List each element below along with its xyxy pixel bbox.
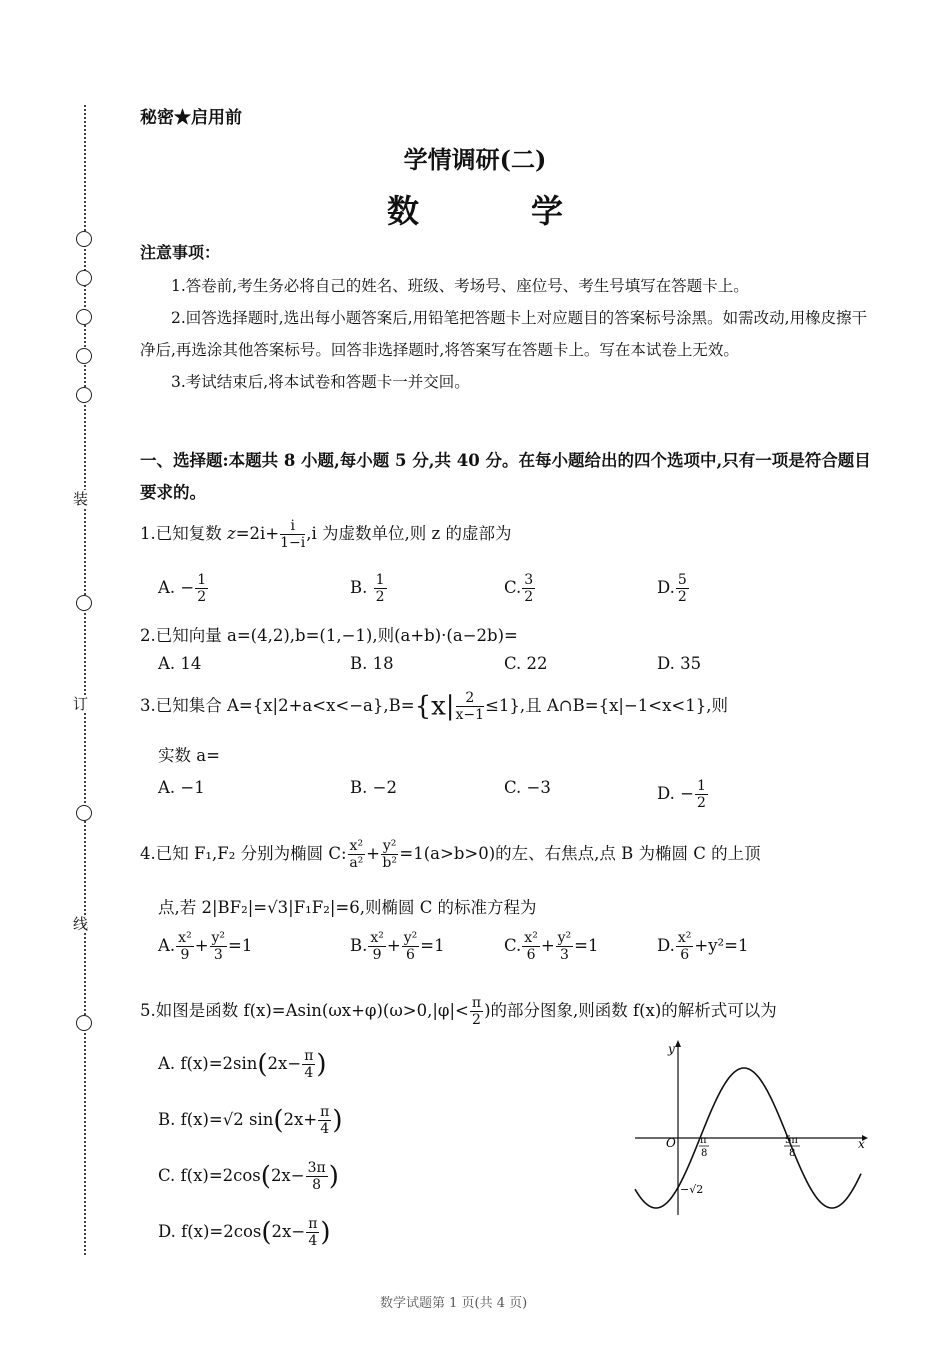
page-footer: 数学试题第 1 页(共 4 页) (380, 1296, 528, 1311)
option-b[interactable]: B. $\frac{1}{2}$ (350, 572, 385, 605)
binding-hole (76, 270, 92, 286)
note-item: 1.答卷前,考生务必将自己的姓名、班级、考场号、座位号、考生号填写在答题卡上。 (171, 277, 749, 295)
binding-hole (76, 231, 92, 247)
option-c[interactable]: C. −3 (504, 778, 551, 797)
question-3-line2: 实数 a= (158, 746, 220, 765)
notes-heading: 注意事项： (140, 243, 221, 262)
binding-line (70, 105, 100, 1255)
binding-hole (76, 309, 92, 325)
option-c[interactable]: C. $\frac{\text{x²}}{6}$ + $\frac{\text{y²}}{3}$ =1 (504, 930, 599, 963)
option-b[interactable]: B. $\frac{\text{x²}}{9}$ + $\frac{\text{y²}}{6}$ =1 (350, 930, 445, 963)
y-tick-neg-sqrt2: −√2 (680, 1183, 704, 1196)
option-d[interactable]: D. $\frac{5}{2}$ (657, 572, 687, 605)
subject-title: 数 学 (386, 192, 603, 230)
option-d[interactable]: D. 35 (657, 654, 702, 673)
fraction: $\frac{i}{1-i}$ (280, 518, 306, 551)
function-graph (630, 1035, 870, 1220)
exam-title: 学情调研(二) (403, 145, 547, 174)
question-1: 1.已知复数 z=2i+ $\frac{i}{1-i}$ ,i 为虚数单位,则 z 的虚部为 (140, 518, 512, 551)
y-axis-label: y (668, 1042, 675, 1056)
binding-mark-zhuang: 装 (73, 490, 89, 508)
option-a[interactable]: A. $\frac{\text{x²}}{9}$ + $\frac{\text{y²}}{3}$ =1 (158, 930, 253, 963)
option-c[interactable]: C. 22 (504, 654, 548, 673)
note-item: 2.回答选择题时,选出每小题答案后,用铅笔把答题卡上对应题目的答案标号涂黑。如需改动,用橡皮擦干净后,再选涂其他答案标号。回答非选择题时,将答案写在答题卡上。写在本试卷上无效。 (140, 309, 868, 359)
tick-pi-8-den: 8 (701, 1148, 708, 1159)
binding-hole (76, 595, 92, 611)
question-3: 3.已知集合 A={x|2+a<x<−a},B={x| $\frac{2}{x-1}$ ≤1},且 A∩B={x|−1<x<1},则 (140, 690, 728, 723)
question-2: 2.已知向量 a=(4,2),b=(1,−1),则(a+b)·(a−2b)= (140, 626, 518, 645)
confidential-label: 秘密★启用前 (140, 108, 242, 128)
binding-mark-ding: 订 (73, 695, 89, 713)
option-d[interactable]: D. $\frac{\text{x²}}{6}$ +y²=1 (657, 930, 749, 963)
section-heading: 一、选择题:本题共 8 小题,每小题 5 分,共 40 分。在每小题给出的四个选项中,只有一项是符合题目要求的。 (140, 451, 871, 502)
tick-pi-8-num: π (700, 1135, 707, 1146)
option-a[interactable]: A. −1 (158, 778, 205, 797)
tick-5pi-8-den: 8 (789, 1148, 796, 1159)
option-b[interactable]: B. 18 (350, 654, 394, 673)
question-4: 4.已知 F₁,F₂ 分别为椭圆 C: $\frac{\text{x²}}{\text{a²}}$ + $\frac{\text{y²}}{\text{b²}}$ =1(a>b>0)的左、右焦点,点 B 为椭圆 C 的上顶 (140, 838, 761, 871)
option-a[interactable]: A. 14 (158, 654, 202, 673)
option-c[interactable]: C. f(x)=2cos(2x− $\frac{3\pi}{8}$ ) (158, 1160, 339, 1193)
question-5: 5.如图是函数 f(x)=Asin(ωx+φ)(ω>0,|φ|< $\frac{\pi}{2}$ )的部分图象,则函数 f(x)的解析式可以为 (140, 995, 777, 1028)
x-axis-label: x (858, 1137, 865, 1151)
y-axis-arrow (675, 1040, 681, 1047)
notes-list (140, 270, 875, 398)
option-b[interactable]: B. −2 (350, 778, 397, 797)
binding-hole (76, 1015, 92, 1031)
binding-hole (76, 805, 92, 821)
note-item: 3.考试结束后,将本试卷和答题卡一并交回。 (171, 373, 470, 391)
binding-hole (76, 387, 92, 403)
tick-5pi-8-num: 5π (785, 1135, 798, 1146)
question-4-line2: 点,若 2|BF₂|=√3|F₁F₂|=6,则椭圆 C 的标准方程为 (158, 898, 537, 917)
option-d[interactable]: D. f(x)=2cos(2x− $\frac{\pi}{4}$ ) (158, 1216, 331, 1249)
option-b[interactable]: B. f(x)=√2 sin(2x+ $\frac{\pi}{4}$ ) (158, 1104, 343, 1137)
option-a[interactable]: A. − $\frac{1}{2}$ (158, 572, 207, 605)
option-a[interactable]: A. f(x)=2sin(2x− $\frac{\pi}{4}$ ) (158, 1048, 327, 1081)
binding-hole (76, 348, 92, 364)
binding-mark-xian: 线 (73, 915, 89, 933)
origin-label: O (666, 1136, 676, 1150)
option-c[interactable]: C. $\frac{3}{2}$ (504, 572, 534, 605)
option-d[interactable]: D. − $\frac{1}{2}$ (657, 778, 706, 811)
